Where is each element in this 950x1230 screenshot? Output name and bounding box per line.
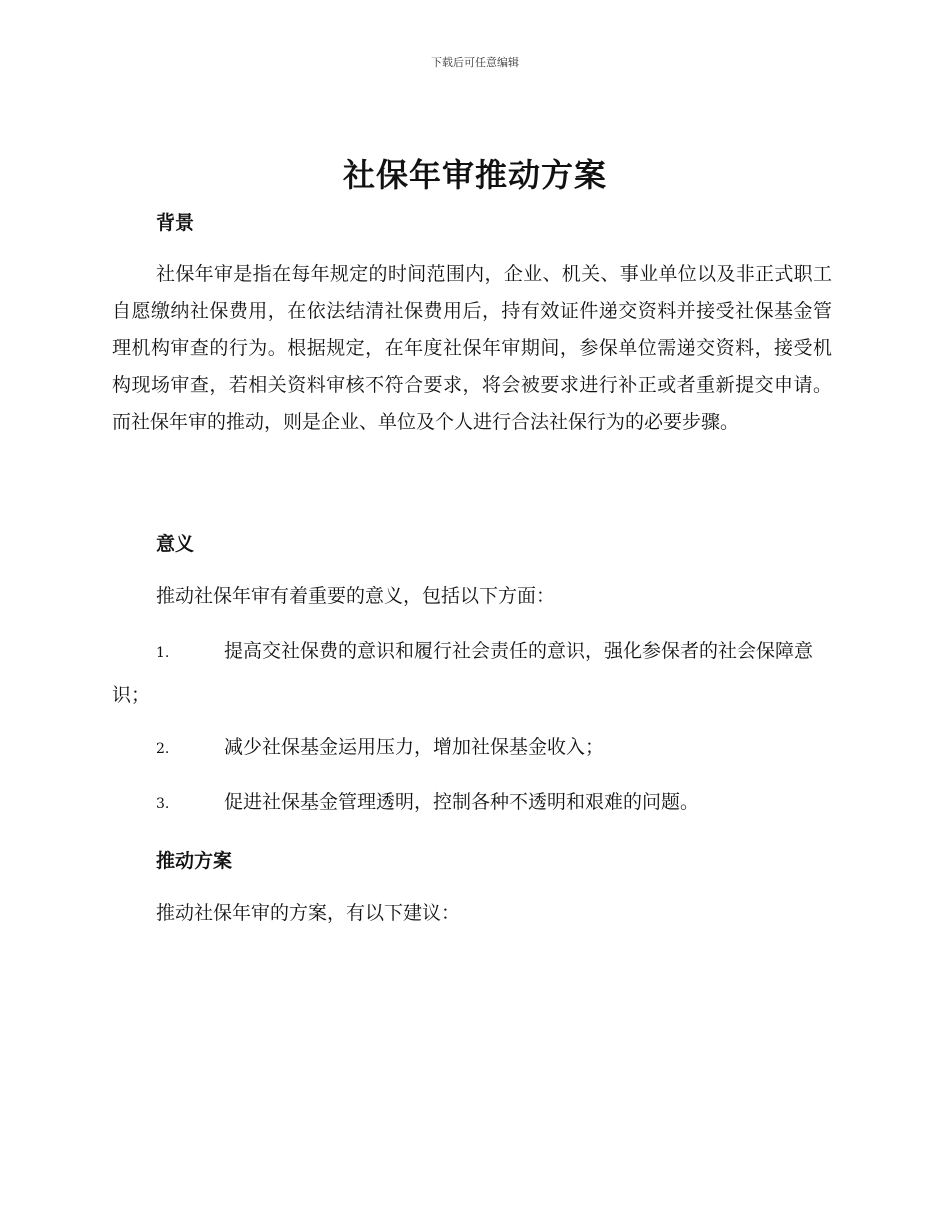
- list-item-text: 减少社保基金运用压力，增加社保基金收入；: [224, 736, 605, 758]
- list-number: 2.: [156, 741, 170, 757]
- significance-list-item: [112, 726, 832, 770]
- list-number: 3.: [156, 796, 170, 812]
- plan-intro: 推动社保年审的方案，有以下建议：: [156, 902, 461, 924]
- background-paragraph: 社保年审是指在每年规定的时间范围内，企业、机关、事业单位以及非正式职工自愿缴纳社保费用，在依法结清社保费用后，持有效证件递交资料并接受社保基金管理机构审查的行为。根据规定，在年度社保年审期间，参保单位需递交资料，接受机构现场审查，若相关资料审核不符合要求，将会被要求进行补正或者重新提交申请。而社保年审的推动，则是企业、单位及个人进行合法社保行为的必要步骤。: [112, 263, 832, 433]
- list-item-text: 促进社保基金管理透明，控制各种不透明和艰难的问题。: [224, 791, 700, 813]
- section-heading-plan: 推动方案: [156, 850, 233, 872]
- section-heading-significance: 意义: [156, 533, 195, 555]
- header-note: 下载后可任意编辑: [431, 56, 519, 69]
- section-heading-background: 背景: [156, 212, 195, 234]
- significance-intro: 推动社保年审有着重要的意义，包括以下方面：: [156, 585, 556, 607]
- list-item-text: 提高交社保费的意识和履行社会责任的意识，强化参保者的社会保障意识；: [112, 640, 814, 706]
- list-number: 1.: [156, 645, 170, 661]
- significance-list-item: [112, 630, 832, 716]
- document-title: 社保年审推动方案: [342, 156, 607, 194]
- significance-list-item: [112, 781, 832, 825]
